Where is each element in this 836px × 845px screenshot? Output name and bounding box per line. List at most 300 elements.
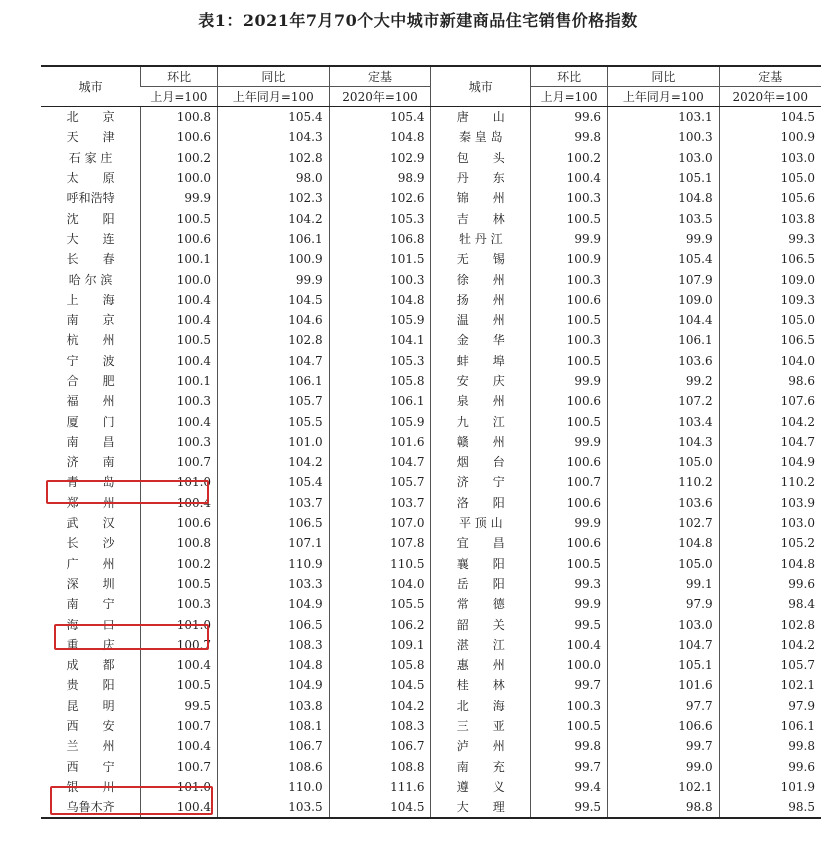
mom-index: 100.4	[141, 411, 218, 431]
fixed-base-index: 101.6	[329, 432, 431, 452]
fixed-base-index: 98.4	[719, 594, 821, 614]
fixed-base-index: 107.6	[719, 391, 821, 411]
city-name: 天 津	[66, 130, 115, 145]
fixed-base-index: 103.0	[719, 148, 821, 168]
yoy-index: 104.8	[608, 533, 720, 553]
fixed-base-index: 98.6	[719, 371, 821, 391]
page-title: 表1：2021年7月70个大中城市新建商品住宅销售价格指数	[198, 11, 638, 30]
yoy-index: 110.2	[608, 472, 720, 492]
mom-index: 100.1	[141, 249, 218, 269]
city-name: 沈 阳	[66, 211, 115, 226]
mom-index: 100.3	[531, 269, 608, 289]
fixed-base-index: 111.6	[329, 777, 431, 797]
mom-index: 100.6	[531, 533, 608, 553]
city-name: 九 江	[431, 411, 531, 431]
header-mom-base-left: 上月=100	[141, 87, 218, 107]
fixed-base-index: 106.2	[329, 614, 431, 634]
fixed-base-index: 104.5	[719, 107, 821, 128]
yoy-index: 107.2	[608, 391, 720, 411]
city-name: 长 春	[66, 252, 115, 267]
yoy-index: 105.0	[608, 452, 720, 472]
fixed-base-index: 106.5	[719, 249, 821, 269]
mom-index: 99.5	[141, 696, 218, 716]
city-name: 杭 州	[66, 333, 115, 348]
yoy-index: 104.7	[608, 635, 720, 655]
table-row	[41, 249, 821, 269]
mom-index: 100.5	[531, 310, 608, 330]
fixed-base-index: 105.0	[719, 310, 821, 330]
mom-index: 100.6	[531, 391, 608, 411]
city-name: 广 州	[66, 556, 115, 571]
yoy-index: 105.4	[218, 472, 330, 492]
table-row	[41, 716, 821, 736]
yoy-index: 104.5	[218, 290, 330, 310]
city-name: 南 京	[66, 313, 115, 328]
city-name: 韶 关	[431, 614, 531, 634]
mom-index: 100.5	[531, 411, 608, 431]
city-name: 襄 阳	[431, 554, 531, 574]
table-row	[41, 594, 821, 614]
fixed-base-index: 103.9	[719, 493, 821, 513]
fixed-base-index: 105.7	[329, 472, 431, 492]
table-row	[41, 330, 821, 350]
yoy-index: 99.1	[608, 574, 720, 594]
city-name: 常 德	[431, 594, 531, 614]
fixed-base-index: 104.1	[329, 330, 431, 350]
mom-index: 100.7	[141, 757, 218, 777]
yoy-index: 103.0	[608, 614, 720, 634]
fixed-base-index: 105.9	[329, 310, 431, 330]
city-name: 银 川	[66, 779, 115, 794]
city-name: 宁 波	[66, 353, 115, 368]
mom-index: 100.2	[531, 148, 608, 168]
yoy-index: 104.3	[608, 432, 720, 452]
fixed-base-index: 109.1	[329, 635, 431, 655]
yoy-index: 105.4	[218, 107, 330, 128]
header-fixed-base-right: 2020年=100	[719, 87, 821, 107]
fixed-base-index: 106.5	[719, 330, 821, 350]
fixed-base-index: 104.8	[329, 290, 431, 310]
yoy-index: 99.0	[608, 757, 720, 777]
yoy-index: 102.3	[218, 188, 330, 208]
yoy-index: 106.6	[608, 716, 720, 736]
fixed-base-index: 104.2	[719, 635, 821, 655]
header-yoy-left: 同比	[218, 66, 330, 87]
mom-index: 100.4	[141, 797, 218, 818]
header-yoy-right: 同比	[608, 66, 720, 87]
yoy-index: 103.0	[608, 148, 720, 168]
table-row	[41, 696, 821, 716]
fixed-base-index: 109.0	[719, 269, 821, 289]
fixed-base-index: 104.0	[329, 574, 431, 594]
yoy-index: 99.9	[218, 269, 330, 289]
mom-index: 99.6	[531, 107, 608, 128]
city-name: 宜 昌	[431, 533, 531, 553]
city-name: 呼和浩特	[66, 191, 115, 206]
mom-index: 100.5	[141, 208, 218, 228]
mom-index: 99.4	[531, 777, 608, 797]
city-name: 扬 州	[431, 290, 531, 310]
yoy-index: 102.7	[608, 513, 720, 533]
table-row	[41, 208, 821, 228]
city-name: 郑 州	[66, 495, 115, 510]
city-name: 平 顶 山	[431, 513, 531, 533]
header-yoy-base-right: 上年同月=100	[608, 87, 720, 107]
city-name: 温 州	[431, 310, 531, 330]
table-row	[41, 411, 821, 431]
mom-index: 99.8	[531, 127, 608, 147]
yoy-index: 105.7	[218, 391, 330, 411]
city-name: 岳 阳	[431, 574, 531, 594]
fixed-base-index: 99.3	[719, 229, 821, 249]
city-name: 泸 州	[431, 736, 531, 756]
fixed-base-index: 104.5	[329, 675, 431, 695]
mom-index: 100.6	[141, 513, 218, 533]
mom-index: 99.9	[531, 371, 608, 391]
yoy-index: 99.7	[608, 736, 720, 756]
mom-index: 101.0	[141, 777, 218, 797]
city-name: 长 沙	[66, 536, 115, 551]
fixed-base-index: 98.9	[329, 168, 431, 188]
yoy-index: 102.8	[218, 148, 330, 168]
city-name: 昆 明	[66, 698, 115, 713]
yoy-index: 104.7	[218, 351, 330, 371]
city-name: 合 肥	[66, 374, 115, 388]
mom-index: 100.9	[531, 249, 608, 269]
header-fixed-right: 定基	[719, 66, 821, 87]
mom-index: 100.4	[141, 655, 218, 675]
mom-index: 99.9	[531, 513, 608, 533]
city-name: 哈 尔 滨	[68, 272, 113, 287]
city-name: 徐 州	[431, 269, 531, 289]
yoy-index: 106.1	[218, 371, 330, 391]
fixed-base-index: 101.9	[719, 777, 821, 797]
fixed-base-index: 105.5	[329, 594, 431, 614]
mom-index: 100.3	[531, 696, 608, 716]
city-name: 吉 林	[431, 208, 531, 228]
table-row	[41, 655, 821, 675]
table-row	[41, 757, 821, 777]
city-name: 上 海	[66, 292, 115, 307]
mom-index: 100.6	[531, 452, 608, 472]
yoy-index: 101.6	[608, 675, 720, 695]
yoy-index: 104.8	[218, 655, 330, 675]
city-name: 大 理	[431, 797, 531, 818]
yoy-index: 105.1	[608, 168, 720, 188]
table-row	[41, 168, 821, 188]
fixed-base-index: 102.9	[329, 148, 431, 168]
city-name: 南 宁	[66, 597, 115, 612]
yoy-index: 102.8	[218, 330, 330, 350]
mom-index: 100.6	[531, 493, 608, 513]
fixed-base-index: 106.7	[329, 736, 431, 756]
yoy-index: 106.5	[218, 513, 330, 533]
yoy-index: 104.2	[218, 452, 330, 472]
header-fixed-base-left: 2020年=100	[329, 87, 431, 107]
mom-index: 100.4	[141, 290, 218, 310]
yoy-index: 99.9	[608, 229, 720, 249]
fixed-base-index: 100.3	[329, 269, 431, 289]
mom-index: 100.7	[531, 472, 608, 492]
yoy-index: 105.5	[218, 411, 330, 431]
fixed-base-index: 104.0	[719, 351, 821, 371]
city-name: 重 庆	[66, 637, 115, 652]
city-name: 牡 丹 江	[431, 229, 531, 249]
yoy-index: 108.1	[218, 716, 330, 736]
mom-index: 100.6	[141, 229, 218, 249]
yoy-index: 105.0	[608, 554, 720, 574]
table-row	[41, 513, 821, 533]
mom-index: 100.4	[141, 351, 218, 371]
yoy-index: 99.2	[608, 371, 720, 391]
fixed-base-index: 103.0	[719, 513, 821, 533]
fixed-base-index: 97.9	[719, 696, 821, 716]
mom-index: 100.5	[531, 351, 608, 371]
mom-index: 99.9	[531, 594, 608, 614]
header-fixed-left: 定基	[329, 66, 431, 87]
fixed-base-index: 105.4	[329, 107, 431, 128]
mom-index: 100.4	[141, 310, 218, 330]
fixed-base-index: 102.6	[329, 188, 431, 208]
mom-index: 100.0	[531, 655, 608, 675]
fixed-base-index: 110.2	[719, 472, 821, 492]
mom-index: 100.4	[141, 493, 218, 513]
fixed-base-index: 104.5	[329, 797, 431, 818]
fixed-base-index: 105.9	[329, 411, 431, 431]
city-name: 深 圳	[66, 576, 115, 591]
price-index-table	[41, 65, 821, 819]
fixed-base-index: 99.6	[719, 757, 821, 777]
mom-index: 100.1	[141, 371, 218, 391]
yoy-index: 103.6	[608, 351, 720, 371]
mom-index: 101.0	[141, 472, 218, 492]
highlight-box-yinchuan	[50, 786, 213, 815]
mom-index: 100.5	[531, 716, 608, 736]
city-name: 青 岛	[66, 475, 115, 490]
city-name: 包 头	[431, 148, 531, 168]
yoy-index: 105.1	[608, 655, 720, 675]
fixed-base-index: 104.8	[719, 554, 821, 574]
yoy-index: 103.7	[218, 493, 330, 513]
table-row	[41, 269, 821, 289]
yoy-index: 104.8	[608, 188, 720, 208]
highlight-box-haikou	[54, 624, 209, 650]
city-name: 厦 门	[66, 414, 115, 429]
fixed-base-index: 104.7	[329, 452, 431, 472]
yoy-index: 97.9	[608, 594, 720, 614]
yoy-index: 98.0	[218, 168, 330, 188]
highlight-box-qingdao	[46, 480, 209, 504]
city-name: 南 昌	[66, 434, 115, 449]
table-row	[41, 533, 821, 553]
header-yoy-base-left: 上年同月=100	[218, 87, 330, 107]
fixed-base-index: 98.5	[719, 797, 821, 818]
mom-index: 100.5	[141, 675, 218, 695]
fixed-base-index: 102.1	[719, 675, 821, 695]
mom-index: 100.3	[141, 594, 218, 614]
mom-index: 100.8	[141, 533, 218, 553]
city-name: 太 原	[66, 171, 115, 186]
fixed-base-index: 107.0	[329, 513, 431, 533]
yoy-index: 98.8	[608, 797, 720, 818]
fixed-base-index: 106.8	[329, 229, 431, 249]
mom-index: 99.9	[141, 188, 218, 208]
table-row	[41, 736, 821, 756]
yoy-index: 101.0	[218, 432, 330, 452]
yoy-index: 103.5	[608, 208, 720, 228]
city-name: 济 宁	[431, 472, 531, 492]
fixed-base-index: 108.8	[329, 757, 431, 777]
yoy-index: 103.5	[218, 797, 330, 818]
header-mom-left: 环比	[141, 66, 218, 87]
yoy-index: 107.1	[218, 533, 330, 553]
city-name: 济 南	[66, 455, 115, 470]
fixed-base-index: 102.8	[719, 614, 821, 634]
city-name: 泉 州	[431, 391, 531, 411]
city-name: 洛 阳	[431, 493, 531, 513]
fixed-base-index: 105.2	[719, 533, 821, 553]
fixed-base-index: 103.8	[719, 208, 821, 228]
city-name: 蚌 埠	[431, 351, 531, 371]
mom-index: 100.0	[141, 269, 218, 289]
city-name: 无 锡	[431, 249, 531, 269]
table-row	[41, 229, 821, 249]
city-name: 石 家 庄	[68, 150, 113, 165]
fixed-base-index: 104.2	[719, 411, 821, 431]
table-row	[41, 148, 821, 168]
fixed-base-index: 100.9	[719, 127, 821, 147]
fixed-base-index: 108.3	[329, 716, 431, 736]
yoy-index: 108.6	[218, 757, 330, 777]
table-row	[41, 310, 821, 330]
header-mom-right: 环比	[531, 66, 608, 87]
yoy-index: 106.5	[218, 614, 330, 634]
fixed-base-index: 104.8	[329, 127, 431, 147]
header-city-right: 城市	[431, 66, 531, 107]
fixed-base-index: 105.3	[329, 208, 431, 228]
yoy-index: 109.0	[608, 290, 720, 310]
yoy-index: 100.9	[218, 249, 330, 269]
yoy-index: 103.8	[218, 696, 330, 716]
yoy-index: 104.3	[218, 127, 330, 147]
mom-index: 100.2	[141, 554, 218, 574]
mom-index: 100.0	[141, 168, 218, 188]
fixed-base-index: 110.5	[329, 554, 431, 574]
city-name: 北 海	[431, 696, 531, 716]
mom-index: 100.7	[141, 716, 218, 736]
fixed-base-index: 105.3	[329, 351, 431, 371]
mom-index: 100.5	[141, 574, 218, 594]
fixed-base-index: 104.9	[719, 452, 821, 472]
yoy-index: 104.9	[218, 675, 330, 695]
table-row	[41, 675, 821, 695]
city-name: 湛 江	[431, 635, 531, 655]
yoy-index: 110.0	[218, 777, 330, 797]
fixed-base-index: 101.5	[329, 249, 431, 269]
mom-index: 99.8	[531, 736, 608, 756]
yoy-index: 104.4	[608, 310, 720, 330]
yoy-index: 104.2	[218, 208, 330, 228]
table-row	[41, 351, 821, 371]
fixed-base-index: 105.8	[329, 371, 431, 391]
city-name: 金 华	[431, 330, 531, 350]
city-name: 海 口	[66, 617, 115, 632]
table-row	[41, 107, 821, 128]
fixed-base-index: 99.8	[719, 736, 821, 756]
mom-index: 99.7	[531, 675, 608, 695]
yoy-index: 106.7	[218, 736, 330, 756]
yoy-index: 110.9	[218, 554, 330, 574]
mom-index: 100.3	[531, 188, 608, 208]
fixed-base-index: 105.8	[329, 655, 431, 675]
city-name: 贵 阳	[66, 678, 115, 693]
city-name: 锦 州	[431, 188, 531, 208]
city-name: 遵 义	[431, 777, 531, 797]
yoy-index: 107.9	[608, 269, 720, 289]
table-row	[41, 391, 821, 411]
yoy-index: 102.1	[608, 777, 720, 797]
fixed-base-index: 104.7	[719, 432, 821, 452]
city-name: 西 安	[66, 719, 115, 734]
mom-index: 100.5	[531, 554, 608, 574]
mom-index: 100.4	[531, 635, 608, 655]
mom-index: 100.5	[141, 330, 218, 350]
city-name: 福 州	[66, 394, 115, 409]
yoy-index: 106.1	[218, 229, 330, 249]
fixed-base-index: 105.6	[719, 188, 821, 208]
table-row	[41, 188, 821, 208]
table-row	[41, 432, 821, 452]
mom-index: 101.0	[141, 614, 218, 634]
city-name: 西 宁	[66, 759, 115, 774]
mom-index: 100.8	[141, 107, 218, 128]
fixed-base-index: 106.1	[329, 391, 431, 411]
mom-index: 99.9	[531, 229, 608, 249]
table-row	[41, 371, 821, 391]
table-row	[41, 127, 821, 147]
table-row	[41, 554, 821, 574]
city-name: 烟 台	[431, 452, 531, 472]
city-name: 大 连	[66, 231, 115, 246]
mom-index: 99.5	[531, 797, 608, 818]
yoy-index: 100.3	[608, 127, 720, 147]
mom-index: 99.7	[531, 757, 608, 777]
table-row	[41, 574, 821, 594]
mom-index: 99.5	[531, 614, 608, 634]
table-row	[41, 290, 821, 310]
mom-index: 100.3	[141, 432, 218, 452]
yoy-index: 108.3	[218, 635, 330, 655]
mom-index: 99.9	[531, 432, 608, 452]
city-name: 成 都	[66, 658, 115, 673]
yoy-index: 105.4	[608, 249, 720, 269]
fixed-base-index: 99.6	[719, 574, 821, 594]
yoy-index: 103.4	[608, 411, 720, 431]
city-name: 安 庆	[431, 371, 531, 391]
mom-index: 100.6	[531, 290, 608, 310]
yoy-index: 104.6	[218, 310, 330, 330]
city-name: 乌鲁木齐	[41, 797, 141, 818]
mom-index: 100.7	[141, 452, 218, 472]
fixed-base-index: 104.2	[329, 696, 431, 716]
yoy-index: 103.1	[608, 107, 720, 128]
fixed-base-index: 105.7	[719, 655, 821, 675]
yoy-index: 103.3	[218, 574, 330, 594]
mom-index: 100.7	[141, 635, 218, 655]
city-name: 赣 州	[431, 432, 531, 452]
mom-index: 100.4	[531, 168, 608, 188]
fixed-base-index: 105.0	[719, 168, 821, 188]
